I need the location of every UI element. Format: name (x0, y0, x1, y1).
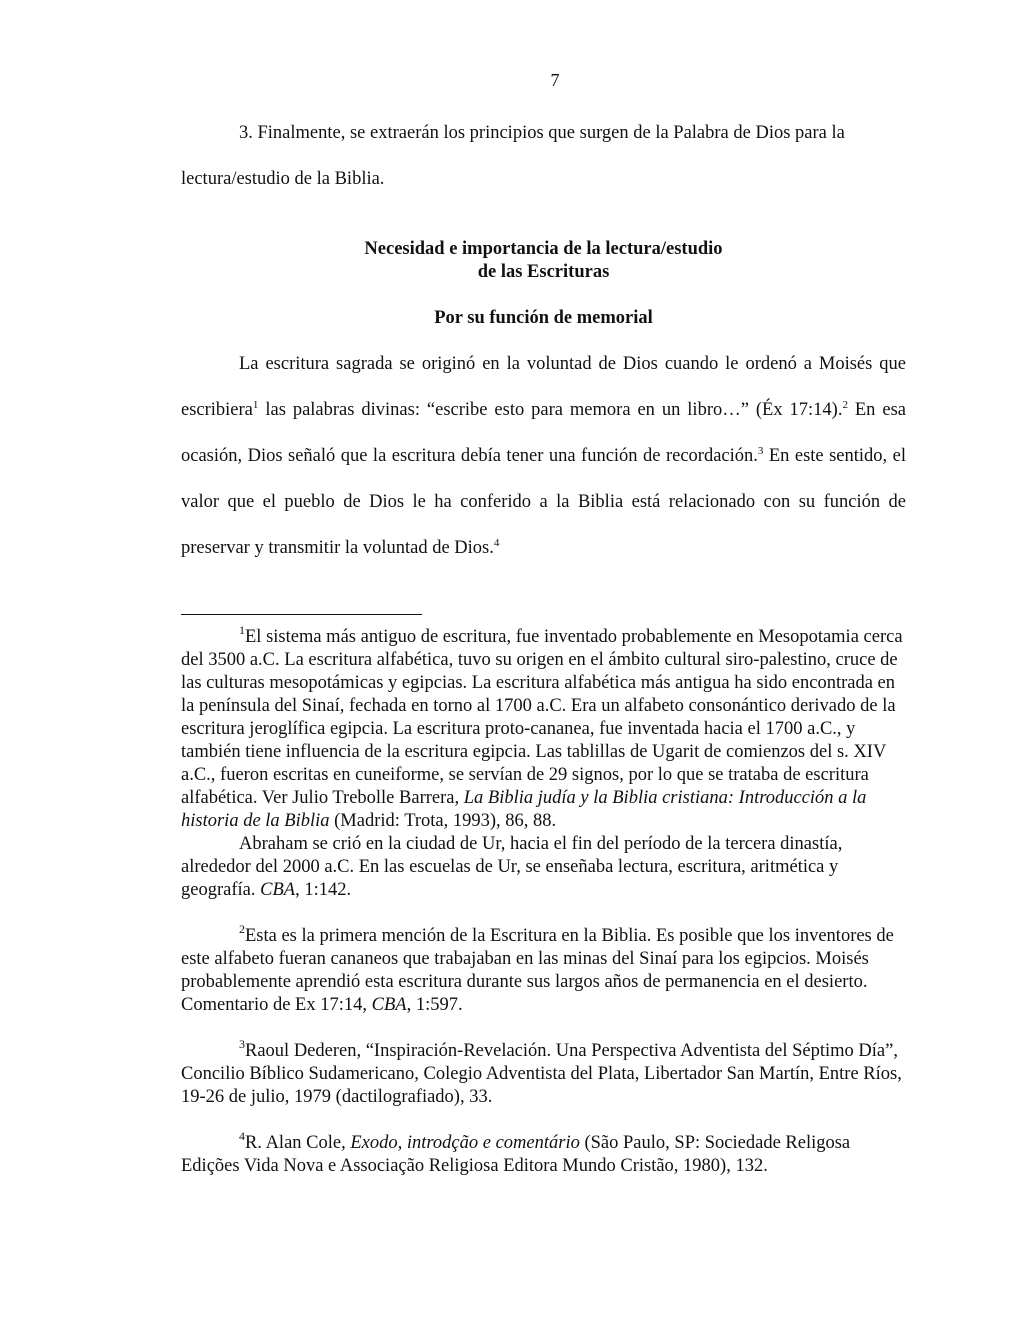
footnote-3-text: Raoul Dederen, “Inspiración-Revelación. Una Perspectiva Adventista del Séptimo Día”, Concilio Bíblico Sudamericano, Colegio Adventista del Plata, Libertador San Martín, Entre Ríos, 19-26 de julio, 1979 (dactilografiado), 33. (181, 1041, 902, 1107)
footnote-ref-4[interactable]: 4 (493, 537, 500, 549)
intro-paragraph (181, 110, 906, 202)
heading-line-1: Necesidad e importancia de la lectura/estudio (364, 239, 723, 259)
footnote-3 (181, 1037, 906, 1109)
paragraph-part-4: En este sentido, el valor que el pueblo de Dios le ha conferido a la Biblia está relacionado con su función de preservar y transmitir la voluntad de Dios. (181, 446, 906, 558)
footnote-spacer (181, 1017, 906, 1040)
footnote-separator (181, 614, 422, 615)
intro-line-1: 3. Finalmente, se extraerán los principios que surgen de la Palabra de Dios para la (239, 123, 845, 143)
paragraph-part-2: las palabras divinas: “escribe esto para memora en un libro…” (Éx 17:14). (258, 400, 843, 420)
footnote-2-cba: CBA (371, 995, 407, 1015)
footnote-1-continuation-text: Abraham se crió en la ciudad de Ur, hacia el fin del período de la tercera dinastía, alrededor del 2000 a.C. En las escuelas de Ur, se enseñaba lectura, escritura, aritmética y geografía. (181, 834, 843, 900)
footnote-ref-2[interactable]: 2 (842, 399, 848, 411)
footnote-1-continuation (181, 833, 906, 902)
page-number: 7 (550, 70, 560, 90)
footnote-4-citation: (São Paulo, SP: Sociedade Religosa Edições Vida Nova e Associação Religiosa Editora Mundo Cristão, 1980), 132. (181, 1133, 851, 1176)
footnote-spacer (181, 1109, 906, 1132)
footnote-spacer (181, 902, 906, 925)
footnote-1-cba-page: , 1:142. (295, 880, 352, 900)
intro-line-2: lectura/estudio de la Biblia. (181, 169, 385, 189)
footnote-ref-1[interactable]: 1 (252, 399, 259, 411)
section-heading (181, 238, 906, 284)
paragraph-part-1: La escritura sagrada se originó en la voluntad de Dios cuando le ordenó a Moisés que escribiera (181, 354, 906, 420)
footnote-2-text: Esta es la primera mención de la Escritura en la Biblia. Es posible que los inventores de este alfabeto fueran cananeos que trabajaban en las minas del Sinaí para los egipcios. Moisés probablemente aprendió esta escritura durante sus largos años de permanencia en el desierto. Comentario de Ex 17:14, (181, 926, 894, 1015)
paragraph-part-3: En esa ocasión, Dios señaló que la escritura debía tener una función de recordación. (181, 400, 906, 466)
footnote-1-citation: (Madrid: Trota, 1993), 86, 88. (329, 811, 557, 831)
footnote-4-title: Exodo, introdção e comentário (350, 1133, 580, 1153)
footnote-3-number: 3 (239, 1037, 245, 1051)
main-paragraph (181, 341, 906, 571)
footnote-2-cba-page: , 1:597. (406, 995, 463, 1015)
footnote-1-title: La Biblia judía y la Biblia cristiana: Introducción a la historia de la Biblia (181, 788, 867, 831)
footnote-2 (181, 922, 906, 1017)
footnote-ref-3[interactable]: 3 (757, 445, 764, 457)
footnote-4-text: R. Alan Cole, (245, 1133, 351, 1153)
footnote-4-number: 4 (239, 1129, 245, 1143)
footnote-1-text: El sistema más antiguo de escritura, fue inventado probablemente en Mesopotamia cerca del 3500 a.C. La escritura alfabética, tuvo su origen en el ámbito cultural siro-palestino, cruce de las culturas mesopotámicas y egipcias. La escritura alfabética más antigua ha sido encontrada en la península del Sinaí, fechada en torno al 1700 a.C. Era un alfabeto consonántico derivado de la escritura jeroglífica egipcia. La escritura proto-cananea, fue inventada hacia el 1700 a.C., y también tiene influencia de la escritura egipcia. Las tablillas de Ugarit de comienzos del s. XIV a.C., fueron escritas en cuneiforme, se servían de 29 signos, por lo que se trataba de escritura alfabética. Ver Julio Trebolle Barrera, (181, 627, 903, 808)
footnote-1 (181, 623, 906, 833)
footnotes (181, 623, 906, 1178)
heading-line-2: de las Escrituras (477, 262, 610, 282)
section-subheading: Por su función de memorial (434, 308, 653, 328)
footnote-1-number: 1 (239, 623, 245, 637)
footnote-4 (181, 1129, 906, 1178)
footnote-1-cba: CBA (260, 880, 296, 900)
footnote-2-number: 2 (239, 922, 245, 936)
